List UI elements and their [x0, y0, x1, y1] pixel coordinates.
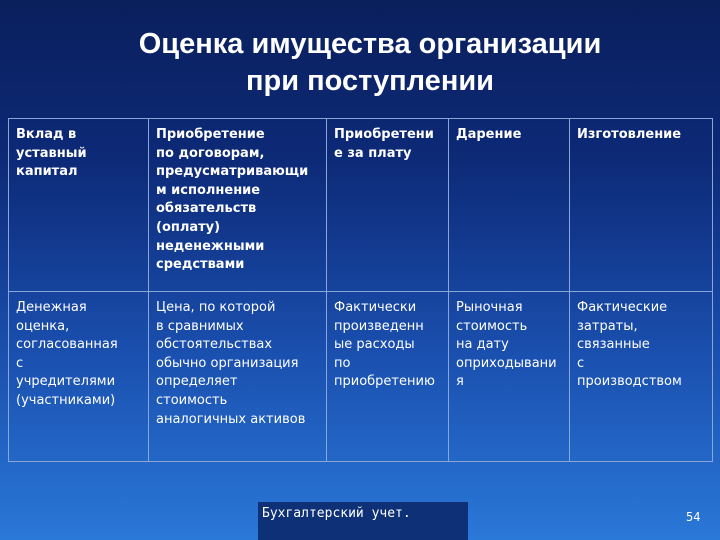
slide-title-line-1: Оценка имущества организации — [138, 28, 602, 60]
header-cell-donation: Дарение — [449, 119, 570, 292]
table-row — [9, 292, 713, 462]
header-cell-contribution: Вклад в уставный капитал — [9, 119, 149, 292]
header-cell-non-monetary: Приобретение по договорам, предусматривающи м исполнение обязательств (оплату) неденежными средствами — [149, 119, 327, 292]
value-cell-non-monetary: Цена, по которой в сравнимых обстоятельствах обычно организация определяет стоимость аналогичных активов — [149, 292, 327, 462]
header-cell-production: Изготовление — [570, 119, 713, 292]
value-cell-purchase: Фактически произведенн ые расходы по приобретению — [327, 292, 449, 462]
footer-text: Бухгалтерский учет. — [262, 506, 411, 521]
value-cell-donation: Рыночная стоимость на дату oприходывани я — [449, 292, 570, 462]
slide-title — [70, 26, 670, 100]
valuation-table — [8, 118, 713, 462]
value-cell-contribution: Денежная оценка, согласованная с учредителями (участниками) — [9, 292, 149, 462]
table-header-row — [9, 119, 713, 292]
header-cell-purchase: Приобретени е за плату — [327, 119, 449, 292]
page-number: 54 — [686, 510, 701, 524]
slide-title-line-2: при поступлении — [245, 65, 494, 97]
value-cell-production: Фактические затраты, связанные с производством — [570, 292, 713, 462]
